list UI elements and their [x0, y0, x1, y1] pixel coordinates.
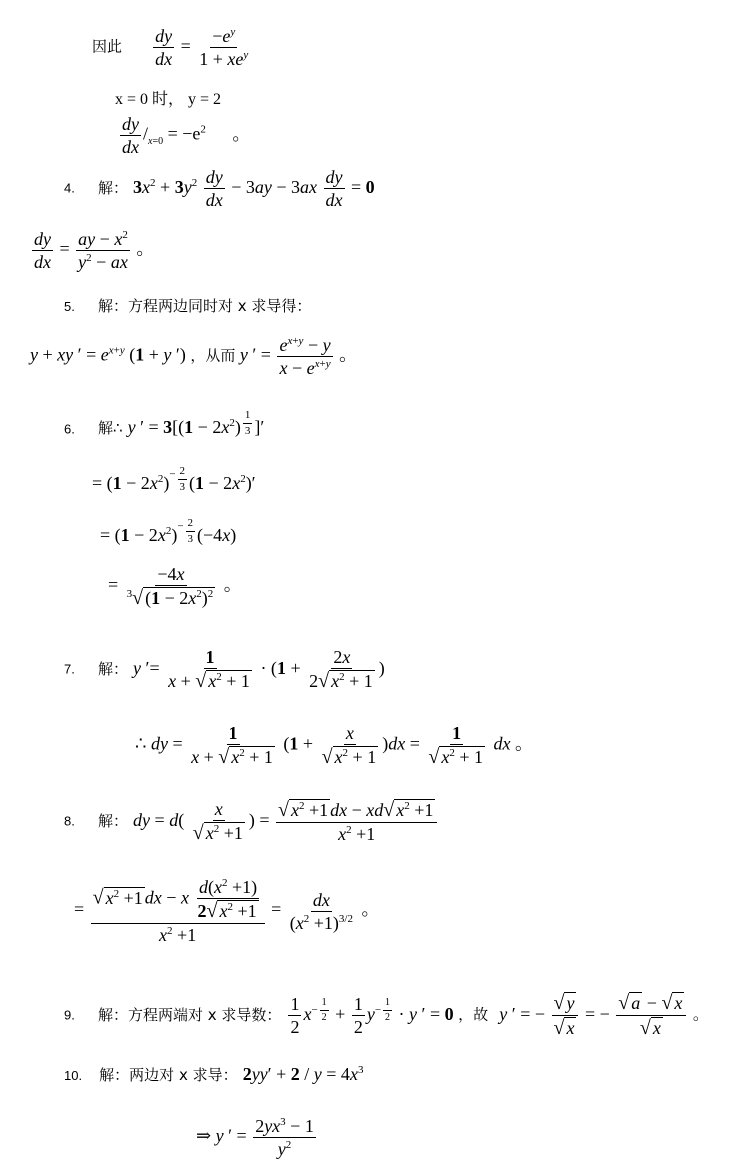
p7-line1	[64, 648, 385, 691]
p8-number: 8.	[64, 813, 75, 829]
p9-line1	[64, 993, 709, 1038]
p3-line1	[92, 27, 252, 68]
p7-period: 。	[515, 733, 533, 754]
p5-from: ，从而	[190, 346, 236, 365]
p6-line1	[64, 410, 264, 437]
p6-period: 。	[223, 574, 242, 595]
p5-line1	[64, 298, 311, 314]
p7-formula-2: ∴ dy = $\frac{1}{x + √ x^2 + 1}$ (1 + $\frac{x}{√ x^2 + 1}$ )dx = $\frac{1}{√ x^2 + 1}$ dx 。	[135, 723, 533, 768]
p8-period: 。	[361, 899, 380, 920]
p7-formula-1: y ′= $\frac{1}{x + √ x^2 + 1}$ · (1 + $\frac{2x}{2√ x^2 + 1}$ )	[133, 647, 385, 692]
p4-number: 4.	[64, 180, 75, 196]
p8-formula-2: = √ $x^2 +1$ dx − x $\frac{d(x^2 +1)}{2√ x^2 +1}$ $x^2 +1$ = $\frac{dx}{(x^2 +1)^{3/2}}$ 。	[74, 877, 380, 945]
p4-period: 。	[136, 238, 155, 259]
p9-number: 9.	[64, 1007, 75, 1023]
p9-result: y ′ = − $\frac{√ y}{√ x}$ = − $\frac{√ a - √ x}{√ x}$	[499, 1004, 693, 1024]
p10-number: 10.	[64, 1068, 83, 1083]
p6-formula-2: = $(1 - 2x^2)^{- \frac{2}{3}}$ $(1 - 2x^2)'$	[92, 465, 256, 494]
p6-head: 解∴	[97, 419, 123, 438]
p9-period: 。	[692, 1004, 709, 1024]
p3-eval-value: = −e	[167, 123, 201, 144]
p9-text: 解：方程两端对 x 求导数：	[97, 1005, 282, 1024]
p4-line1	[64, 168, 375, 209]
p6-formula-1: y ′ = $3[(1 - 2x^2)$ $^{\frac{1}{3}}$ ]′	[127, 409, 265, 438]
p6-formula-3: = $(1 - 2x^2)^{- \frac{2}{3}}$ (−4x)	[100, 517, 237, 546]
p9-so: ，故	[458, 1005, 489, 1024]
p10-text: 解：两边对 x 求导：	[99, 1066, 238, 1084]
p3-period: 。	[232, 123, 251, 144]
p5-number: 5.	[64, 299, 75, 314]
p7-number: 7.	[64, 661, 75, 677]
p3-label: 因此	[92, 37, 123, 56]
p10-formula-2: ⇒ y ′ = $\frac{2yx^3 - 1}{y^2}$	[196, 1116, 314, 1159]
p8-formula-1: dy = d( $\frac{x}{√ x^2 +1}$ ) = $\frac{√ x^2 +1 dx - xd√ x^2 +1}{x^2 +1}$	[133, 810, 439, 830]
p6-formula-4: = $\frac{-4x}{^3√ (1 - 2x^2)^2}$ 。	[108, 564, 242, 609]
p5-text: 解：方程两边同时对 x 求导得：	[97, 297, 312, 315]
p10-line1	[64, 1065, 363, 1083]
p4-result: $\frac{dy}{dx}$ = $\frac{ay - x^2}{y^2 - ax}$ 。	[34, 229, 155, 272]
p5-period: 。	[339, 344, 358, 365]
p8-line1	[64, 800, 439, 843]
p4-formula: $3x^2 + 3y^2$ $\frac{dy}{dx}$ − 3ay − 3ax $\frac{dy}{dx}$ = 0	[133, 167, 375, 210]
p6-number: 6.	[64, 421, 75, 437]
p5-formula: y + xy ′ = $e^{x+y}$ (1 + y ′) ，从而 y ′ = $\frac{e^{x+y} - y}{x - e^{x+y}}$ 。	[30, 335, 358, 378]
p4-head: 解：	[97, 178, 128, 197]
p10-formula-1: $2yy' + 2 / y = 4x^3$	[242, 1064, 364, 1084]
p7-head: 解：	[97, 659, 128, 678]
p3-formula: $\frac{dy}{dx}$ = $\frac{-e^y}{1 + xe^y}$	[155, 26, 249, 69]
p9-formula: $\frac{1}{2}$ $x^{- \frac{1}{2}}$ + $\frac{1}{2}$ $y^{- \frac{1}{2}}$ · y ′ = 0	[290, 994, 454, 1037]
p3-evaluation: $\frac{dy}{dx}$ $/_{x=0} = -e^2$ 。	[122, 114, 251, 157]
p3-condition: x = 0 时， y = 2	[115, 91, 222, 108]
p8-head: 解：	[97, 811, 128, 830]
